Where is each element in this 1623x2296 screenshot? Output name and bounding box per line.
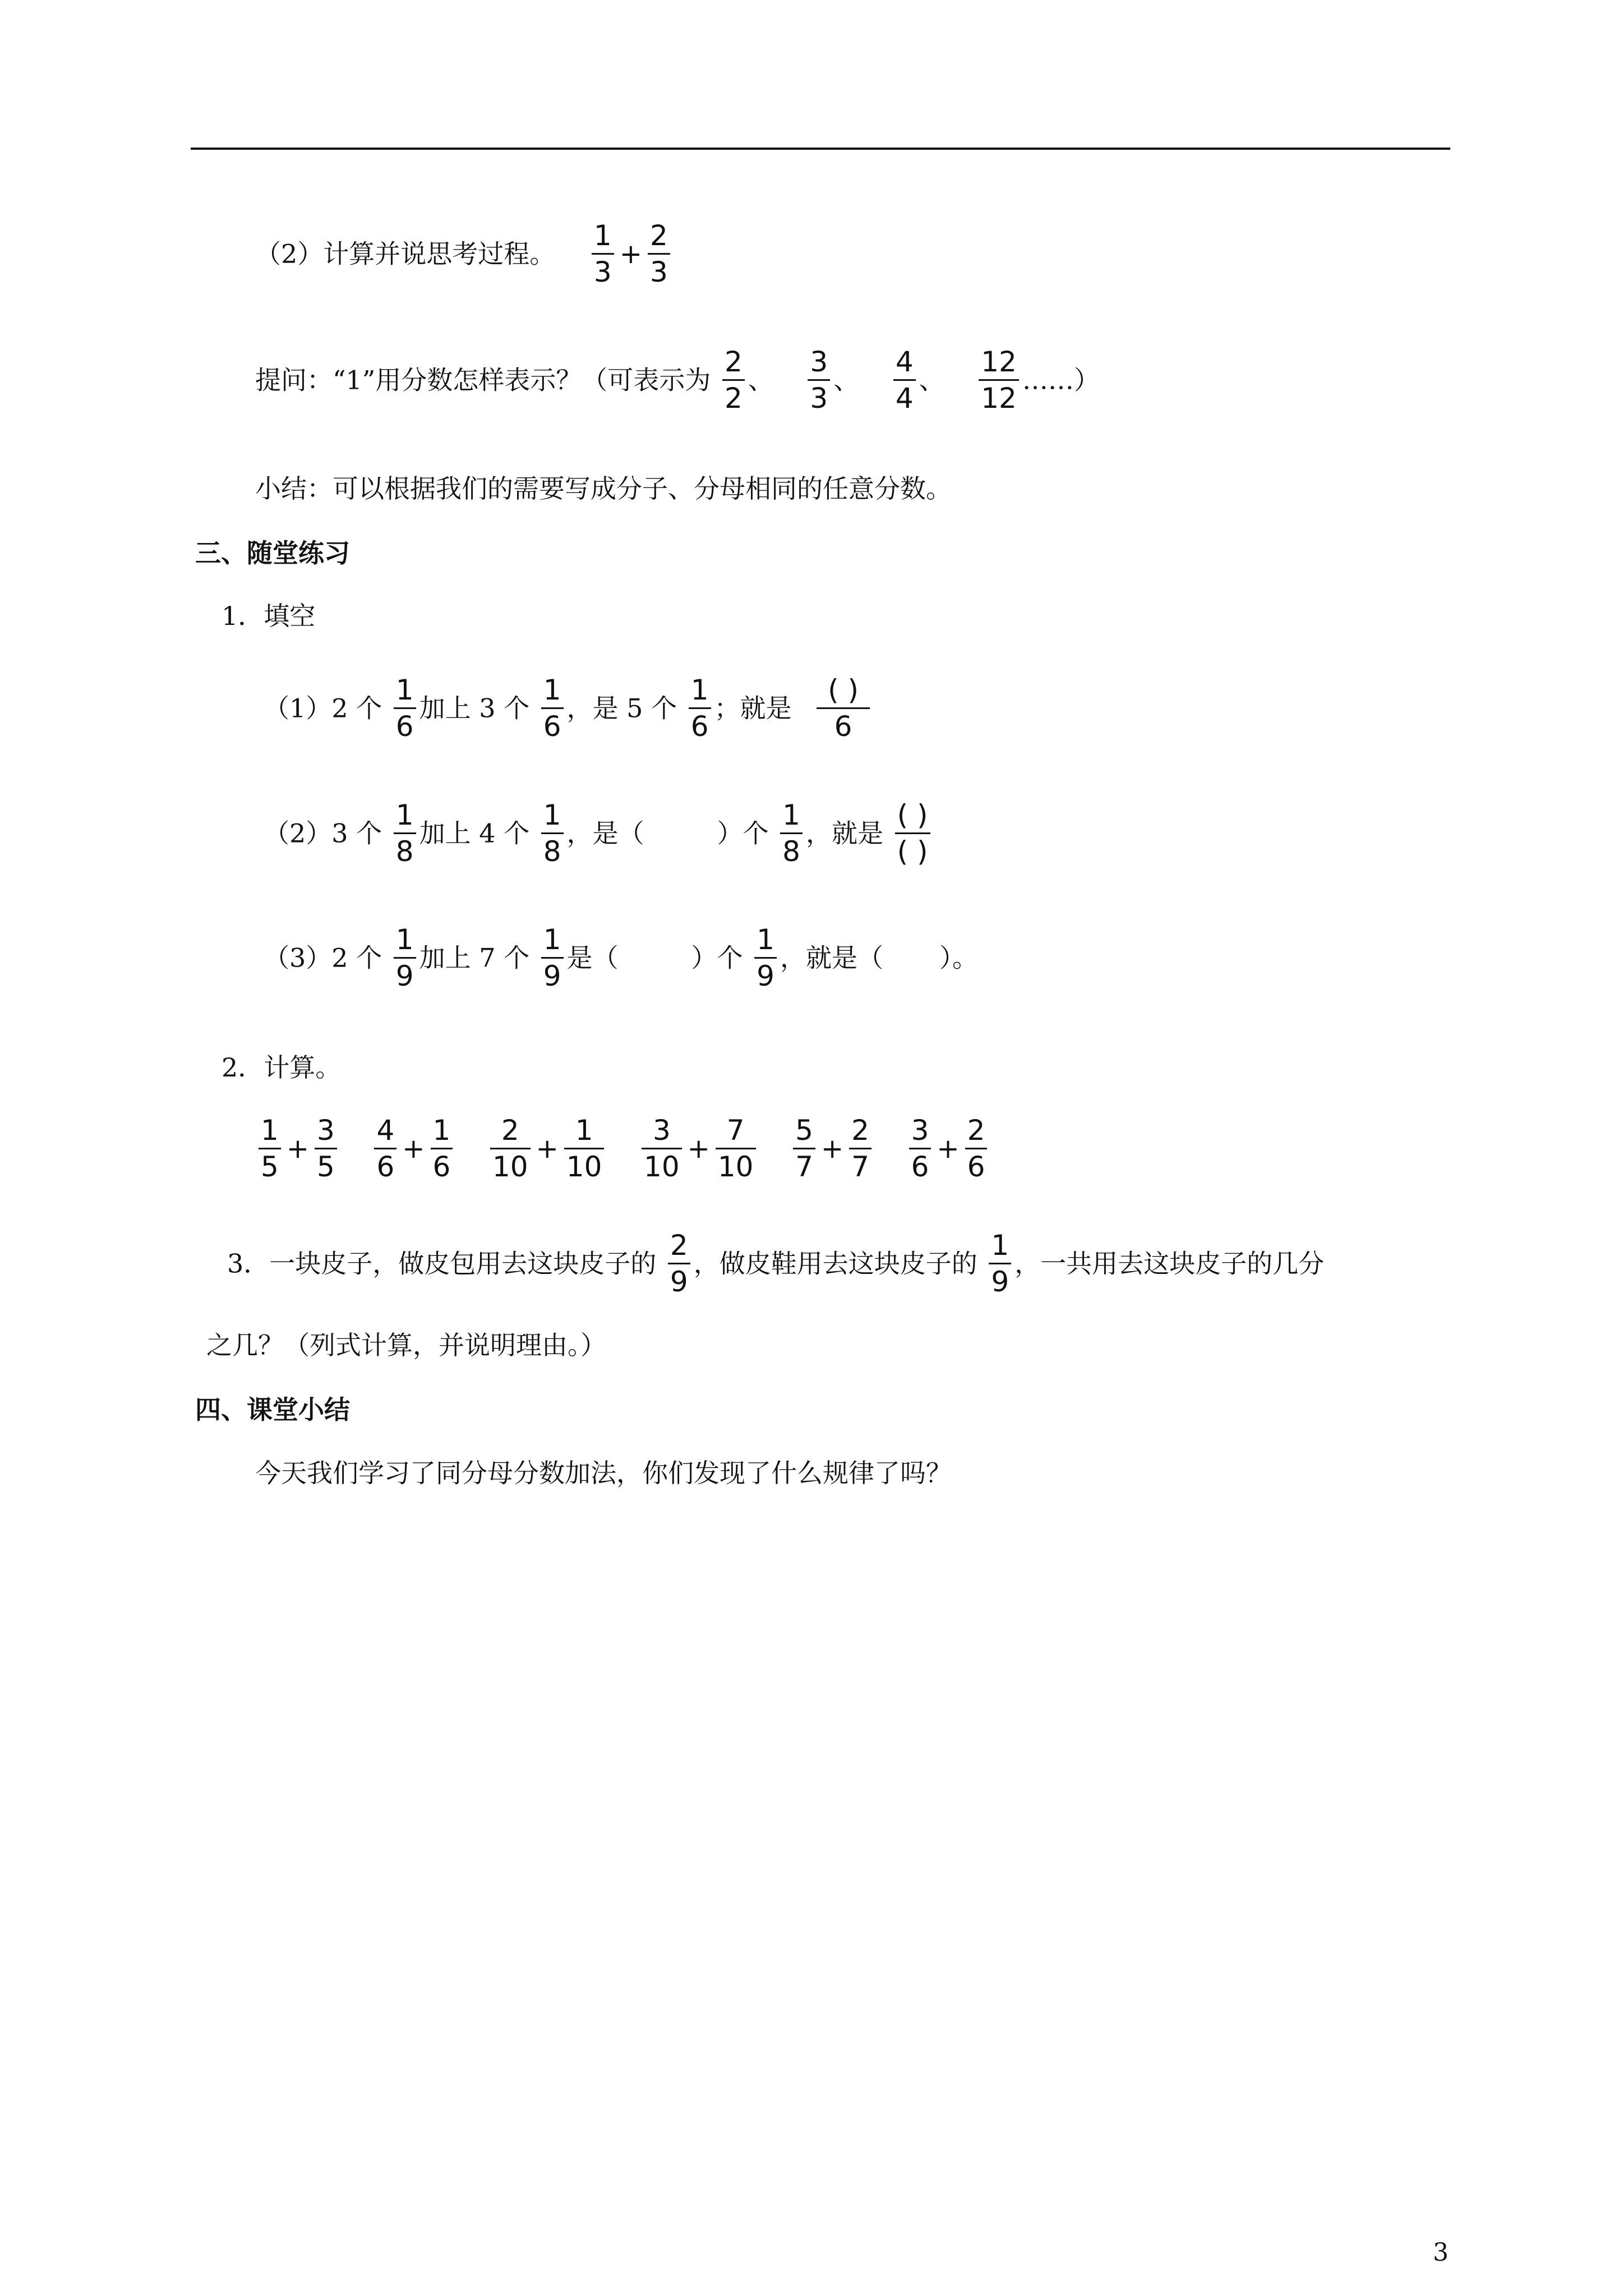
fraction: $\frac{7}{10}$: [716, 1116, 756, 1181]
question-one-line: 提问：“1”用分数怎样表示？（可表示为 $\frac{2}{2}$ 、 $\frac{3}{3}$ 、 $\frac{4}{4}$ 、 $\frac{12}{12}$ ……）: [255, 346, 1100, 415]
fraction: $\frac{1}{5}$: [259, 1116, 281, 1181]
s2-q2-line: [255, 219, 674, 288]
fraction: $\frac{2}{10}$: [490, 1116, 531, 1181]
calc-line: $\frac{1}{5}$ + $\frac{3}{5}$ $\frac{4}{6}$ + $\frac{1}{6}$ $\frac{2}{10}$ + $\frac{1}{10}$ $\frac{3}{10}$ + $\frac{7}{10}$ $\frac{5}{7}$ + $\frac{2}{7}$ $\frac{3}{6}$ + $\frac{2}{6}$: [255, 1116, 990, 1181]
closing-text: 今天我们学习了同分母分数加法，你们发现了什么规律了吗？: [255, 1458, 952, 1488]
q2-title: 2．计算。: [222, 1052, 342, 1083]
plus-sign: +: [619, 238, 642, 270]
fraction: $\frac{1}{8}$: [541, 801, 564, 866]
fraction: $\frac{1}{9}$: [754, 926, 777, 990]
fraction: $\frac{4}{6}$: [374, 1116, 396, 1181]
fill-1-line: （1）2 个 $\frac{1}{6}$ 加上 3 个 $\frac{1}{6}$ ，是 5 个 $\frac{1}{6}$ ；就是 $\frac{( )}{6}$: [264, 676, 873, 740]
s2-q2-prefix: （2）计算并说思考过程。: [255, 238, 556, 269]
fraction: $\frac{12}{12}$: [979, 348, 1019, 412]
fraction: $\frac{1}{6}$: [541, 676, 564, 740]
fraction: $\frac{2}{3}$: [648, 222, 670, 286]
fraction: $\frac{1}{9}$: [394, 926, 416, 990]
fraction: $\frac{2}{9}$: [668, 1231, 690, 1296]
section3-title: 三、随堂练习: [195, 538, 350, 568]
fraction: $\frac{2}{6}$: [965, 1116, 988, 1181]
fraction: $\frac{1}{9}$: [989, 1231, 1011, 1296]
fraction: $\frac{1}{8}$: [394, 801, 416, 866]
question-one-prefix: 提问：“1”用分数怎样表示？（可表示为: [255, 365, 711, 395]
fill-2-line: （2）3 个 $\frac{1}{8}$ 加上 4 个 $\frac{1}{8}$ ，是（ ）个 $\frac{1}{8}$ ，就是 $\frac{( )}{( )}$: [264, 801, 934, 866]
fraction: $\frac{2}{7}$: [849, 1116, 872, 1181]
fraction: $\frac{1}{3}$: [592, 222, 614, 286]
fraction: $\frac{3}{5}$: [315, 1116, 337, 1181]
fraction: $\frac{2}{2}$: [722, 348, 745, 412]
fraction: $\frac{1}{6}$: [394, 676, 416, 740]
fraction: $\frac{5}{7}$: [793, 1116, 815, 1181]
answer-fraction: $\frac{( )}{( )}$: [895, 801, 930, 866]
fraction: $\frac{1}{8}$: [780, 801, 803, 866]
fraction: $\frac{1}{6}$: [431, 1116, 453, 1181]
fraction: $\frac{1}{10}$: [564, 1116, 605, 1181]
section4-title: 四、课堂小结: [195, 1395, 350, 1425]
q1-title: 1．填空: [222, 601, 316, 631]
fraction: $\frac{3}{10}$: [642, 1116, 682, 1181]
fill-3-line: （3）2 个 $\frac{1}{9}$ 加上 7 个 $\frac{1}{9}$ 是（ ）个 $\frac{1}{9}$ ，就是（ ）。: [264, 923, 978, 992]
summary-text: 小结：可以根据我们的需要写成分子、分母相同的任意分数。: [255, 473, 952, 504]
fraction: $\frac{1}{9}$: [541, 926, 564, 990]
header-rule: [191, 148, 1450, 150]
fraction: $\frac{1}{6}$: [689, 676, 711, 740]
answer-fraction: $\frac{( )}{6}$: [817, 676, 870, 740]
fraction: $\frac{4}{4}$: [893, 348, 916, 412]
page-number: 3: [1433, 2238, 1449, 2267]
q3-line-1: 3．一块皮子，做皮包用去这块皮子的 $\frac{2}{9}$ ，做皮鞋用去这块皮子的 $\frac{1}{9}$ ，一共用去这块皮子的几分: [227, 1229, 1325, 1298]
fraction: $\frac{3}{3}$: [808, 348, 830, 412]
q3-line-2: 之几？（列式计算，并说明理由。）: [206, 1330, 606, 1360]
fraction: $\frac{3}{6}$: [909, 1116, 932, 1181]
